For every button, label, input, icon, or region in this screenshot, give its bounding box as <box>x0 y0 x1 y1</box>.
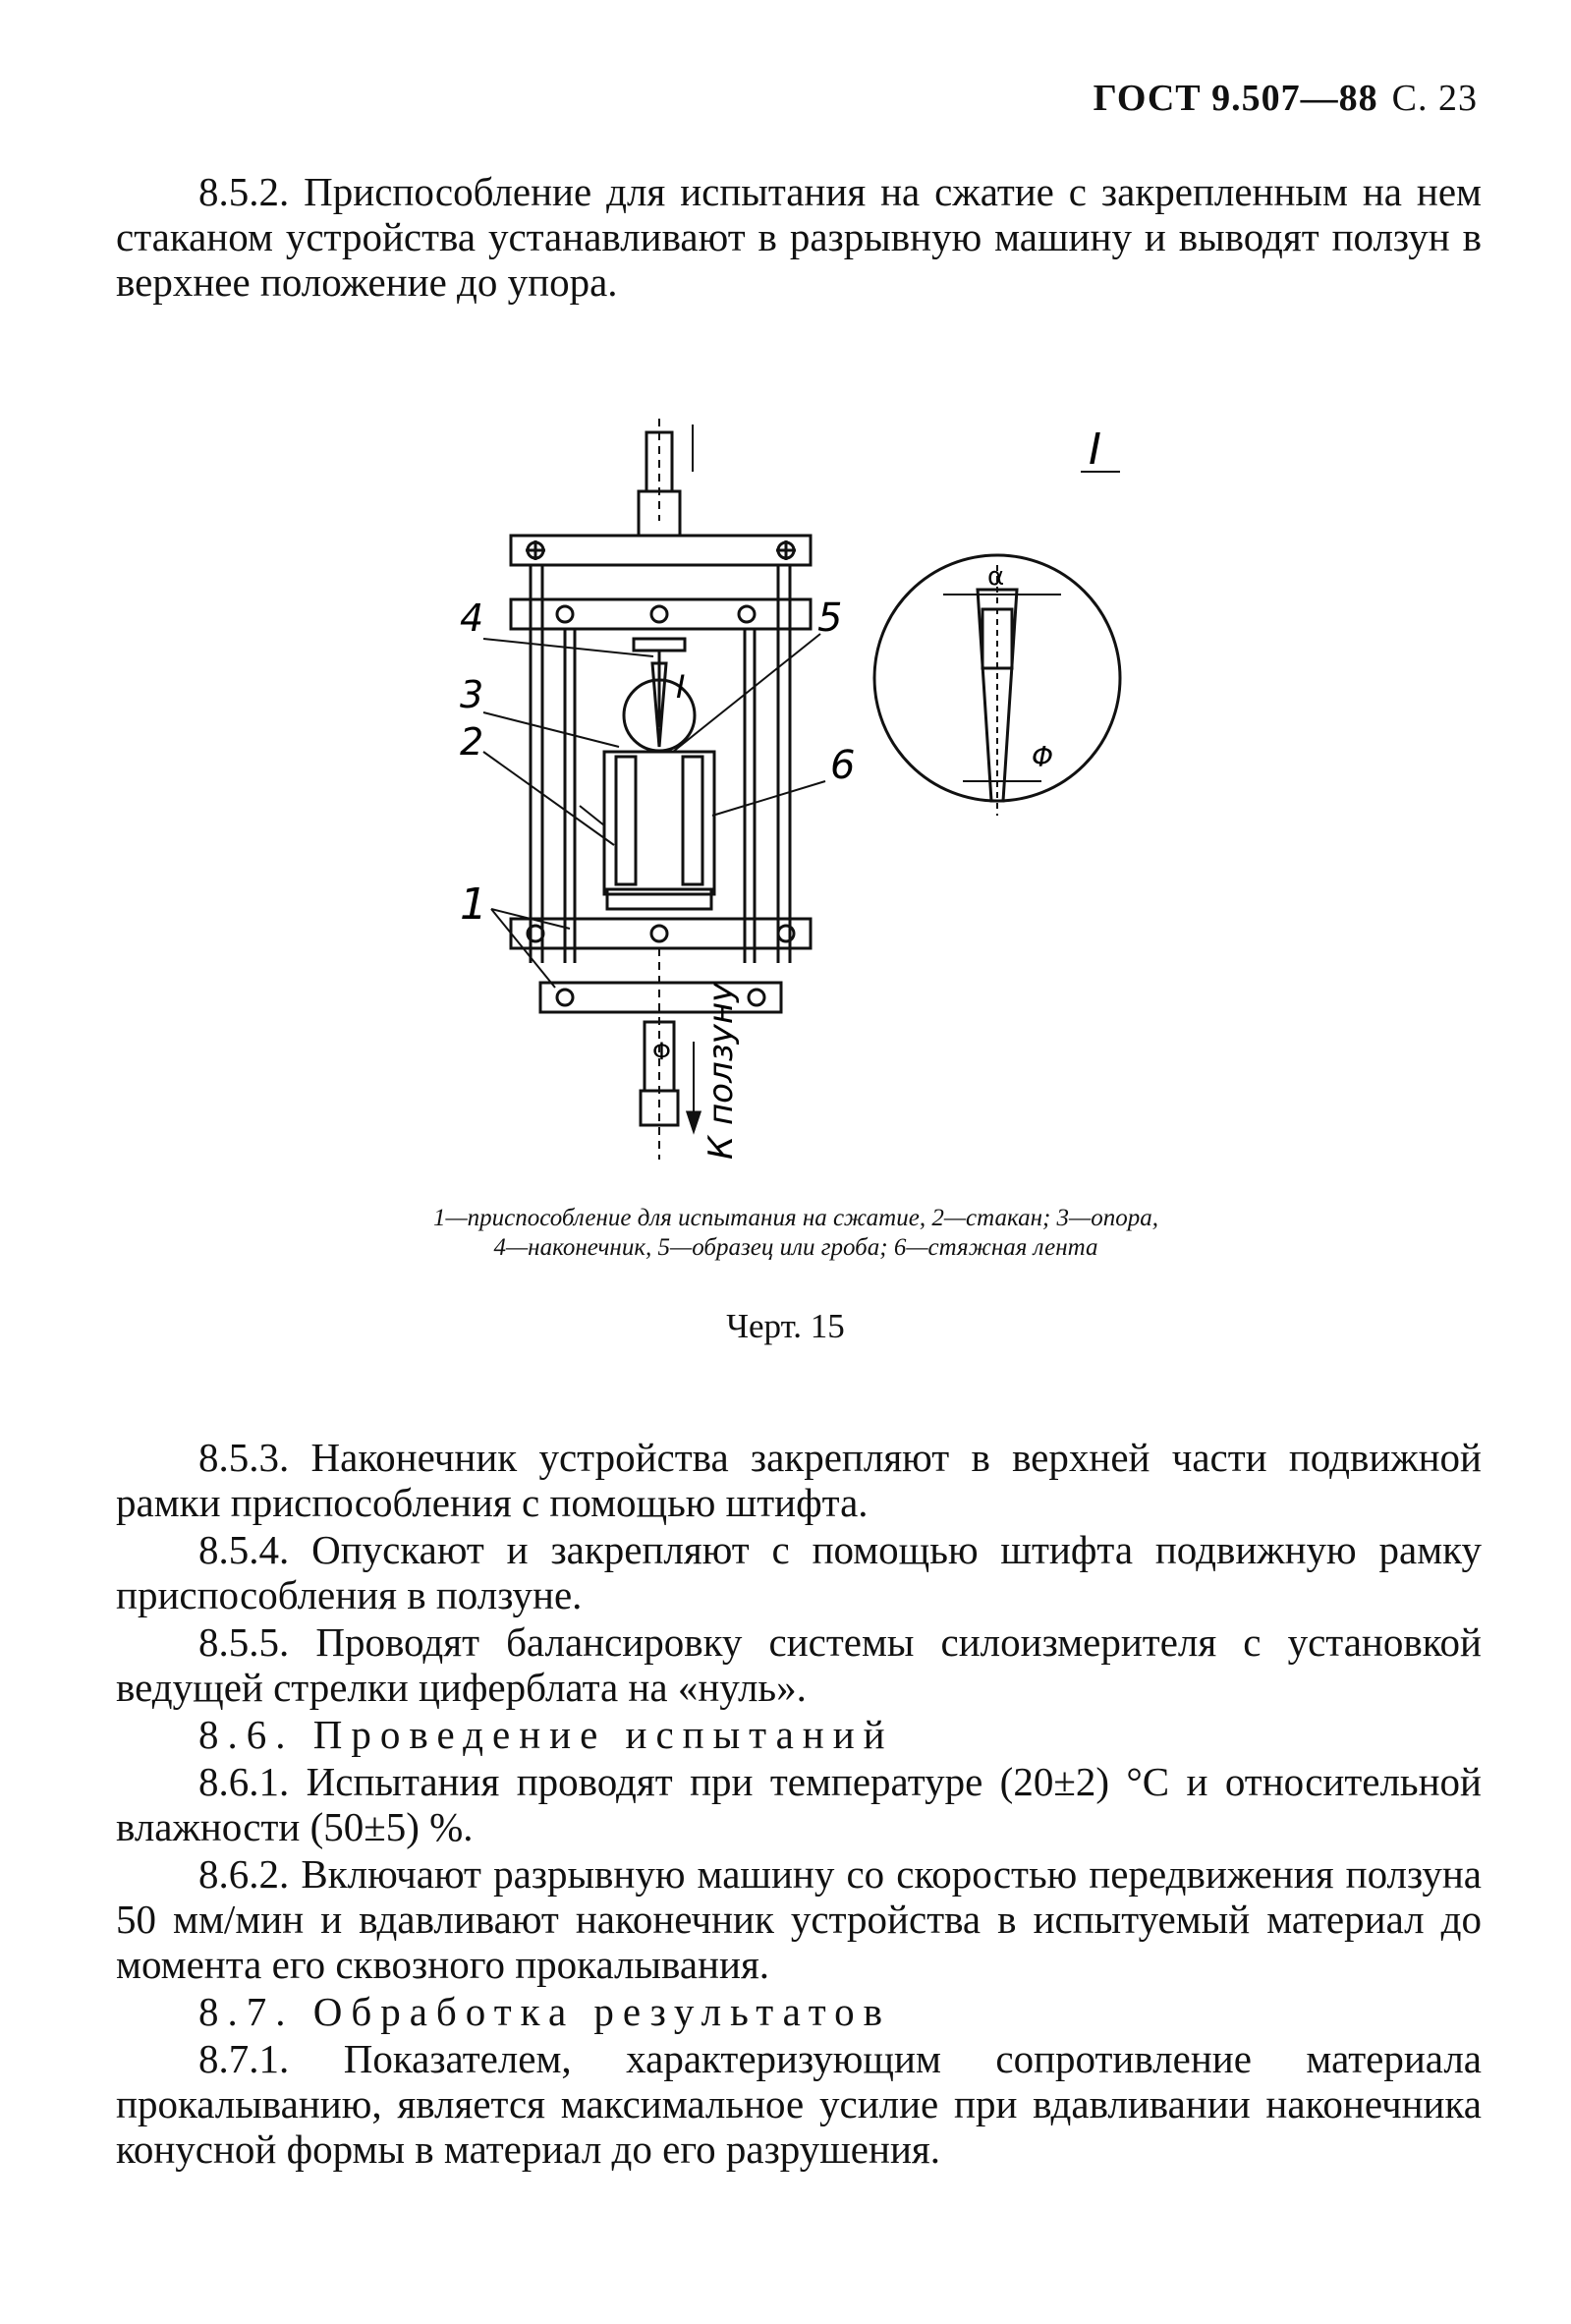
detail-title: I <box>1089 425 1101 475</box>
paragraph-8-7-1: 8.7.1. Показателем, характеризующим сопротивление материала прокалыванию, является максимальное усилие при вдавливании наконечника конусной формы в материал до его разрушения. <box>116 2036 1482 2172</box>
paragraph-8-6-1: 8.6.1. Испытания проводят при температуре (20±2) °С и относительной влажности (50±5) %. <box>116 1759 1482 1849</box>
heading-8-7: 8.7. Обработка результатов <box>198 1989 892 2034</box>
paragraph-8-5-4: 8.5.4. Опускают и закрепляют с помощью штифта подвижную рамку приспособления в ползуне. <box>116 1527 1482 1617</box>
label-6: 6 <box>830 743 856 788</box>
paragraph-8-6-2: 8.6.2. Включают разрывную машину со скоростью передвижения ползуна 50 мм/мин и вдавливают наконечник устройства в испытуемый материал до момента его сквозного прокалывания. <box>116 1851 1482 1987</box>
page-number: С. 23 <box>1391 78 1478 119</box>
doc-number: ГОСТ 9.507—88 <box>1093 78 1378 119</box>
angle-alpha: α <box>987 562 1005 592</box>
label-3: 3 <box>460 673 484 716</box>
paragraph-8-5-3: 8.5.3. Наконечник устройства закрепляют в верхней части подвижной рамки приспособления с помощью штифта. <box>116 1435 1482 1525</box>
page-header <box>1094 77 1478 120</box>
label-4: 4 <box>460 596 484 640</box>
label-5: 5 <box>817 595 843 641</box>
label-2: 2 <box>460 720 484 764</box>
label-1: 1 <box>460 879 487 930</box>
figure-caption: 1—приспособление для испытания на сжатие, 2—стакан; 3—опора, 4—наконечник, 5—образец или гроба; 6—стяжная лента <box>432 1205 1159 1261</box>
figure-number: Черт. 15 <box>726 1307 845 1345</box>
body-text <box>116 1435 1482 2174</box>
heading-8-6: 8.6. Проведение испытаний <box>198 1712 894 1757</box>
to-slider-label: К ползуну <box>701 982 741 1160</box>
figure-15-drawing <box>432 413 1179 1169</box>
diameter-phi: Φ <box>1032 741 1054 773</box>
pin-phi: Φ <box>652 1038 671 1065</box>
paragraph-8-5-5: 8.5.5. Проводят балансировку системы силоизмерителя с установкой ведущей стрелки циферблата на «нуль». <box>116 1619 1482 1710</box>
paragraph-8-5-2: 8.5.2. Приспособление для испытания на сжатие с закрепленным на нем стаканом устройства устанавливают в разрывную машину и выводят ползун в верхнее положение до упора. <box>116 169 1482 305</box>
detail-mark: I <box>676 668 686 706</box>
